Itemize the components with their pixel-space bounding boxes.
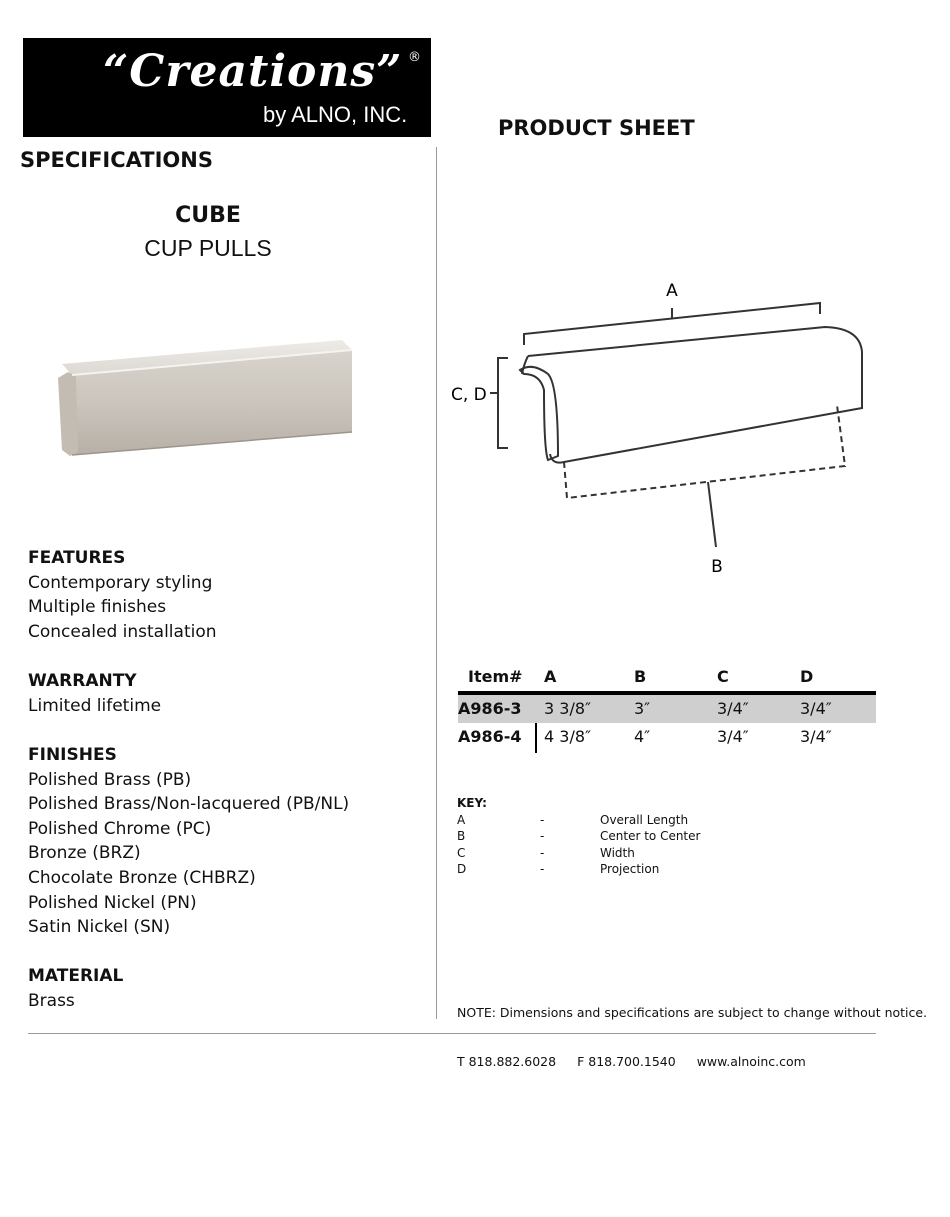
dimension-key [457,795,757,878]
table-cell: A986-3 [458,699,522,718]
key-description: Width [600,845,635,860]
product-name: CUBE [175,203,241,228]
logo-registered-mark: ® [408,50,421,65]
specifications-title: SPECIFICATIONS [20,148,213,172]
table-row [458,695,876,723]
list-item: Chocolate Bronze (CHBRZ) [28,867,256,888]
key-dash: - [540,829,545,843]
dimension-b-leader [708,482,716,547]
table-header-cell: A [544,667,557,686]
list-item: Polished Brass/Non-lacquered (PB/NL) [28,794,350,815]
warranty-heading: WARRANTY [28,671,137,691]
key-description: Projection [600,862,660,876]
brand-logo [23,38,431,137]
key-dash: - [540,862,545,876]
dimension-drawing [440,270,880,590]
product-sheet-title: PRODUCT SHEET [498,116,695,140]
table-header-cell: D [800,667,814,686]
key-letter: B [457,829,466,843]
product-type: CUP PULLS [144,235,272,261]
label-b: B [711,557,723,577]
vertical-divider [436,147,437,1019]
dimension-cd-bracket [498,358,508,448]
list-item: Satin Nickel (SN) [28,917,171,938]
key-description: Overall Length [600,812,689,827]
table-cell: 3/4″ [800,727,832,746]
logo-brand-text: “Creations” [103,46,403,97]
list-item: Multiple finishes [28,597,167,618]
key-letter: D [457,862,467,876]
fax-number: F 818.700.1540 [577,1054,676,1069]
list-item: Brass [28,990,75,1011]
key-dash: - [540,812,545,827]
table-header-row [458,663,876,695]
table-cell: A986-4 [458,727,522,746]
table-cell: 3″ [634,699,651,718]
list-item: Concealed installation [28,621,217,642]
table-cell: 4 3/8″ [544,727,591,746]
website-link[interactable]: www.alnoinc.com [696,1054,806,1069]
warranty-section [28,669,161,718]
features-section [28,546,217,644]
key-heading: KEY: [457,796,487,810]
key-row [457,861,757,878]
table-cell: 4″ [634,727,651,746]
key-letter: A [457,812,466,827]
horizontal-divider [28,1033,876,1034]
pull-outline [528,327,862,463]
list-item: Polished Chrome (PC) [28,818,212,839]
finishes-heading: FINISHES [28,745,117,765]
key-dash: - [540,845,545,860]
features-heading: FEATURES [28,548,126,568]
list-item: Contemporary styling [28,572,213,593]
list-item: Polished Brass (PB) [28,769,192,790]
list-item: Bronze (BRZ) [28,843,141,864]
key-description: Center to Center [600,829,701,843]
key-row [457,845,757,862]
table-cell: 3/4″ [800,699,832,718]
table-header-cell: Item# [468,667,523,686]
phone-number: T 818.882.6028 [457,1054,557,1069]
label-cd: C, D [451,385,487,405]
contact-info [457,1054,823,1069]
table-header-cell: C [717,667,729,686]
key-row [457,828,757,845]
product-photo [40,320,380,500]
material-heading: MATERIAL [28,966,124,986]
label-a: A [666,281,678,301]
table-header-cell: B [634,667,647,686]
list-item: Polished Nickel (PN) [28,892,197,913]
table-cell: 3/4″ [717,727,749,746]
logo-company-text: by ALNO, INC. [263,102,408,127]
material-section [28,964,123,1013]
key-row [457,812,757,829]
table-cell: 3/4″ [717,699,749,718]
table-row [458,723,876,751]
dimension-table [458,663,876,751]
list-item: Limited lifetime [28,695,162,716]
table-cell: 3 3/8″ [544,699,591,718]
key-letter: C [457,845,466,860]
finishes-section [28,743,349,940]
disclaimer-note: NOTE: Dimensions and specifications are subject to change without notice. [457,1005,928,1020]
